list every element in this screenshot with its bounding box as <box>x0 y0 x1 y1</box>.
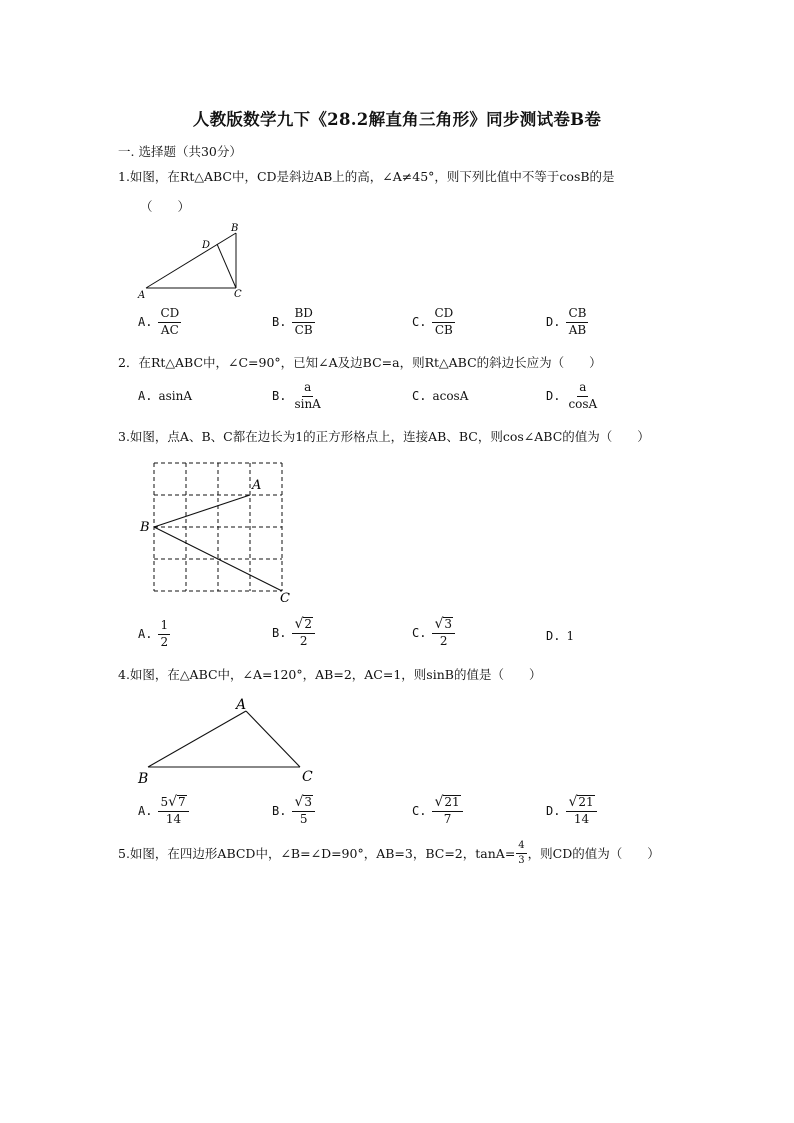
fraction <box>432 307 455 338</box>
denominator: CB <box>434 322 453 337</box>
q3-label-c: C <box>280 591 290 605</box>
q4-label-b: B <box>138 771 149 787</box>
denominator: 2 <box>299 633 308 648</box>
square-root: √ 3 <box>294 794 313 811</box>
q1-option-a[interactable] <box>138 307 181 338</box>
q3-label-a: A <box>252 478 262 493</box>
denominator: 3 <box>518 854 525 866</box>
q4-option-b[interactable] <box>272 795 315 827</box>
option-letter: C. <box>412 315 427 330</box>
denominator: cosA <box>568 396 598 411</box>
q2-option-a[interactable] <box>138 389 192 403</box>
radicand: 21 <box>444 795 460 809</box>
fraction <box>566 381 599 412</box>
numerator: a <box>577 381 588 397</box>
denominator: CB <box>294 322 313 337</box>
option-letter: D. <box>546 629 561 643</box>
numerator: 1 <box>158 619 170 635</box>
q3-label-b: B <box>140 520 150 535</box>
option-letter: A. <box>138 627 153 642</box>
q3-option-b[interactable] <box>272 617 315 649</box>
numerator: CB <box>566 307 588 323</box>
segment-ac <box>246 711 300 767</box>
option-text: acosA <box>432 389 469 403</box>
numerator <box>432 795 462 812</box>
denominator: 7 <box>443 811 452 826</box>
numerator: CD <box>158 307 181 323</box>
numerator: a <box>302 381 313 397</box>
q4-label-c: C <box>302 769 313 785</box>
denominator: 5 <box>299 811 308 826</box>
option-letter: C. <box>412 803 427 818</box>
option-text: 1 <box>566 629 575 643</box>
question-5-stem-post: ，则CD的值为（ ） <box>527 846 660 861</box>
option-letter: D. <box>546 389 561 404</box>
q2-option-c[interactable] <box>412 389 468 403</box>
numerator <box>292 617 315 634</box>
coefficient: 5 <box>160 795 169 810</box>
denominator: AB <box>568 322 587 337</box>
option-letter: A. <box>138 803 153 818</box>
option-letter: D. <box>546 315 561 330</box>
fraction <box>158 795 188 827</box>
fraction <box>292 381 322 412</box>
question-4-stem: 4.如图，在△ABC中，∠A=120°，AB=2，AC=1，则sinB的值是（ ） <box>118 667 542 682</box>
square-root: √ 21 <box>434 794 460 811</box>
q4-option-d[interactable] <box>546 795 597 827</box>
fraction <box>566 307 588 338</box>
square-root: √ 2 <box>294 616 313 633</box>
denominator: 2 <box>160 634 169 649</box>
fraction <box>432 617 455 649</box>
radicand: 7 <box>178 795 186 809</box>
q1-label-b: B <box>231 223 239 234</box>
question-1-blank: （ ） <box>140 199 191 214</box>
q4-option-c[interactable] <box>412 795 463 827</box>
q1-option-d[interactable] <box>546 307 588 338</box>
q1-option-c[interactable] <box>412 307 455 338</box>
question-4-figure <box>132 692 332 788</box>
q1-label-a: A <box>138 290 146 301</box>
option-letter: C. <box>412 389 427 403</box>
option-letter: B. <box>272 803 287 818</box>
numerator: 4 <box>516 840 526 854</box>
question-1-stem: 1.如图，在Rt△ABC中，CD是斜边AB上的高，∠A≠45°，则下列比值中不等于cosB的是 <box>118 169 615 184</box>
q4-option-a[interactable] <box>138 795 189 827</box>
square-root: √ 7 <box>168 794 186 811</box>
fraction <box>516 840 526 866</box>
numerator: CD <box>432 307 455 323</box>
radicand: 2 <box>304 617 313 631</box>
option-letter: B. <box>272 315 287 330</box>
q1-label-c: C <box>234 289 242 300</box>
radicand: 3 <box>304 795 313 809</box>
segment-ba <box>154 495 250 527</box>
denominator: sinA <box>294 396 321 411</box>
fraction <box>432 795 462 827</box>
question-5-stem-pre: 5.如图，在四边形ABCD中，∠B=∠D=90°，AB=3，BC=2，tanA= <box>118 846 516 861</box>
segment-ba <box>148 711 246 767</box>
radicand: 21 <box>578 795 594 809</box>
section-heading: 一. 选择题（共30分） <box>118 144 242 159</box>
fraction <box>158 619 170 650</box>
segment-cd <box>217 244 236 288</box>
question-3-stem: 3.如图，点A、B、C都在边长为1的正方形格点上，连接AB、BC，则cos∠ABC的值为（ ） <box>118 429 650 444</box>
denominator: 2 <box>439 633 448 648</box>
document-title: 人教版数学九下《28.2解直角三角形》同步测试卷B卷 <box>192 110 602 129</box>
dashed-grid <box>154 463 282 591</box>
option-text: asinA <box>158 389 192 403</box>
square-root: √ 3 <box>434 616 453 633</box>
fraction <box>292 307 314 338</box>
denominator: 14 <box>573 811 590 826</box>
numerator <box>158 795 188 812</box>
fraction <box>566 795 596 827</box>
segment-ab <box>146 233 236 288</box>
q2-option-d[interactable] <box>546 381 599 412</box>
fraction <box>292 795 315 827</box>
numerator: BD <box>292 307 314 323</box>
q3-option-d[interactable] <box>546 629 574 643</box>
fraction <box>292 617 315 649</box>
question-3-grid-figure <box>136 455 296 605</box>
numerator <box>292 795 315 812</box>
option-letter: A. <box>138 389 153 403</box>
denominator: AC <box>160 322 179 337</box>
option-letter: B. <box>272 625 287 640</box>
option-letter: A. <box>138 315 153 330</box>
denominator: 14 <box>165 811 182 826</box>
q1-label-d: D <box>202 240 211 251</box>
option-letter: C. <box>412 625 427 640</box>
question-1-figure <box>130 220 260 302</box>
numerator <box>566 795 596 812</box>
option-letter: B. <box>272 389 287 404</box>
numerator <box>432 617 455 634</box>
q3-option-c[interactable] <box>412 617 455 649</box>
question-2-stem: 2．在Rt△ABC中，∠C=90°，已知∠A及边BC=a，则Rt△ABC的斜边长应为（ ） <box>118 355 602 370</box>
square-root: √ 21 <box>568 794 594 811</box>
option-letter: D. <box>546 803 561 818</box>
fraction <box>158 307 181 338</box>
q1-option-b[interactable] <box>272 307 315 338</box>
radicand: 3 <box>444 617 453 631</box>
q4-label-a: A <box>236 697 247 713</box>
q3-option-a[interactable] <box>138 619 170 650</box>
q2-option-b[interactable] <box>272 381 323 412</box>
question-5-stem <box>118 840 660 866</box>
